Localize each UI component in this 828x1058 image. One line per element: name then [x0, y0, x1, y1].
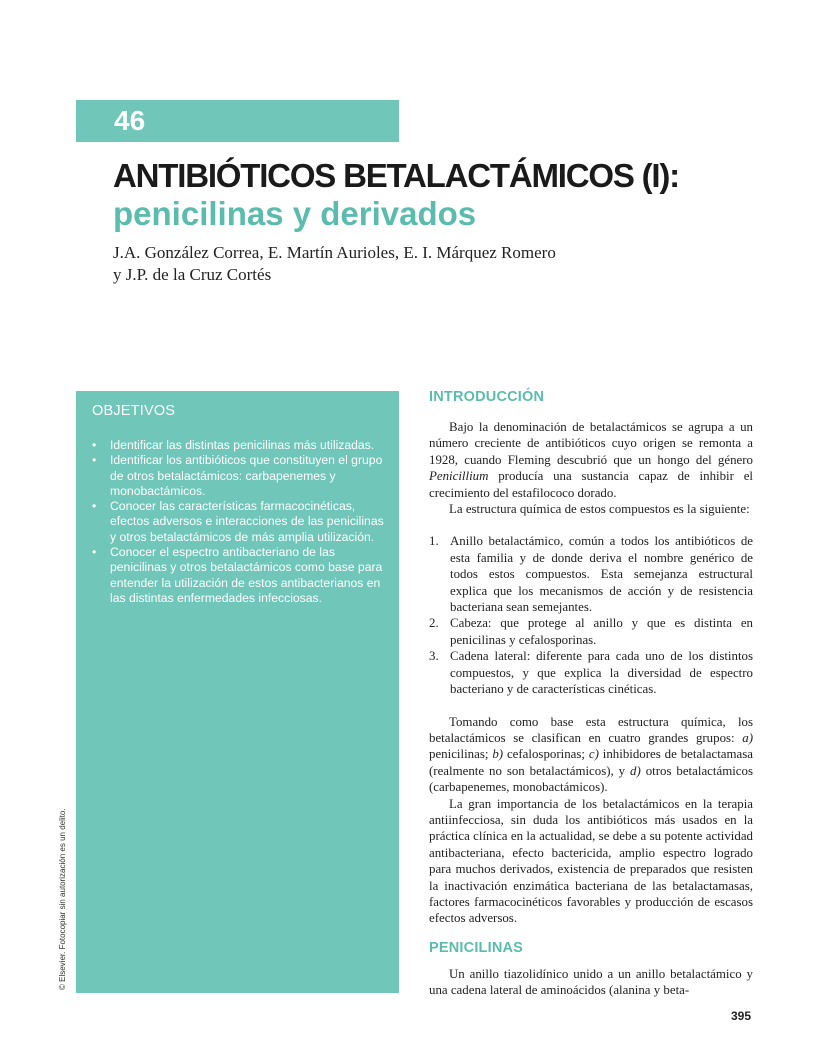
intro-paragraph-4: La gran importancia de los betalactámicos en la terapia antiinfecciosa, sin duda los antibióticos más usados en la práctica clínica en la actualidad, se debe a su potente actividad antibacteriana, efecto bactericida, amplio espectro logrado para muchos derivados, existencia de preparados que resisten la inactivación enzimática bacteriana de las betalactamasas, factores farmacocinéticos favorables y producción de escasos efectos adversos. [429, 796, 753, 926]
objective-item: • Conocer el espectro antibacteriano de las penicilinas y otros betalactámicos como base para entender la utilización de estos antibacterianos en las distintas enfermedades infecciosas. [92, 545, 392, 606]
penicilinas-body [429, 966, 753, 999]
intro-p1-text-end: producía una sustancia capaz de inhibir el crecimiento del estafilococo dorado. [429, 469, 753, 500]
objectives-box [76, 391, 399, 993]
introduction-heading: INTRODUCCIÓN [429, 389, 545, 405]
structure-item [429, 533, 753, 615]
objectives-list [92, 438, 392, 606]
structure-list [429, 533, 753, 697]
intro-p3-mark-d: d) [630, 763, 641, 778]
objective-item: • Identificar los antibióticos que constituyen el grupo de otros betalactámicos: carbapenemes y monobactámicos. [92, 453, 392, 499]
objectives-heading: OBJETIVOS [92, 403, 176, 419]
penicilinas-heading: PENICILINAS [429, 940, 524, 956]
intro-p1-genus: Penicillium [429, 469, 489, 484]
intro-p3-text: inhibidores de betalactamasa (realmente no son betalactámicos), y [429, 747, 753, 778]
objective-item: • Conocer las características farmacocinéticas, efectos adversos e interacciones de las penicilinas y otros betalactámicos de más amplia utilización. [92, 499, 392, 545]
copyright-side-note: © Elsevier. Fotocopiar sin autorización es un delito. [58, 808, 67, 990]
authors-line-2: y J.P. de la Cruz Cortés [113, 265, 272, 284]
item-number: 2. [429, 616, 439, 631]
penicilinas-paragraph-1: Un anillo tiazolidínico unido a un anillo betalactámico y una cadena lateral de aminoácidos (alanina y beta- [429, 967, 753, 998]
chapter-title: ANTIBIÓTICOS BETALACTÁMICOS (I): [113, 157, 679, 194]
introduction-body [429, 419, 753, 927]
intro-paragraph-2: La estructura química de estos compuestos es la siguiente: [449, 502, 750, 517]
intro-p3-text: Tomando como base esta estructura química, los betalactámicos se clasifican en cuatro grandes grupos: [429, 714, 753, 745]
authors-line-1: J.A. González Correa, E. Martín Aurioles, E. I. Márquez Romero [113, 243, 556, 262]
objective-item: • Identificar las distintas penicilinas más utilizadas. [92, 438, 392, 453]
intro-paragraph-1 [429, 419, 753, 501]
item-text: Cabeza: que protege al anillo y que es distinta en penicilinas y cefalosporinas. [450, 616, 753, 647]
structure-item [429, 615, 753, 648]
chapter-number: 46 [114, 105, 146, 136]
intro-p3-mark-b: b) [492, 747, 504, 762]
structure-item [429, 648, 753, 697]
page-number: 395 [731, 1009, 752, 1023]
item-text: Cadena lateral: diferente para cada uno de los distintos compuestos, y que explica la diversidad de espectro bacteriano y de características cinéticas. [450, 649, 753, 697]
authors [113, 242, 673, 286]
intro-paragraph-3 [429, 714, 753, 796]
item-number: 1. [429, 534, 439, 549]
item-text: Anillo betalactámico, común a todos los antibióticos de esta familia y de donde deriva el nombre genérico de todos estos compuestos. Esta semejanza estructural explica que los mecanismos de acción y de resistencia bacteriana sean semejantes. [450, 534, 753, 615]
intro-p3-text: cefalosporinas; [503, 747, 589, 762]
intro-p3-text: otros betalactámicos (carbapenemes, monobactámicos). [429, 763, 753, 795]
chapter-number-bar [76, 100, 399, 142]
intro-p3-mark-c: c) [588, 747, 599, 762]
item-number: 3. [429, 649, 439, 664]
intro-p3-mark-a: a) [742, 730, 753, 745]
intro-p3-text: penicilinas; [429, 747, 493, 762]
chapter-subtitle: penicilinas y derivados [113, 195, 477, 232]
intro-p1-text: Bajo la denominación de betalactámicos se agrupa a un número creciente de antibióticos cuyo origen se remonta a 1928, cuando Fleming descubrió que un hongo del género [429, 420, 753, 467]
